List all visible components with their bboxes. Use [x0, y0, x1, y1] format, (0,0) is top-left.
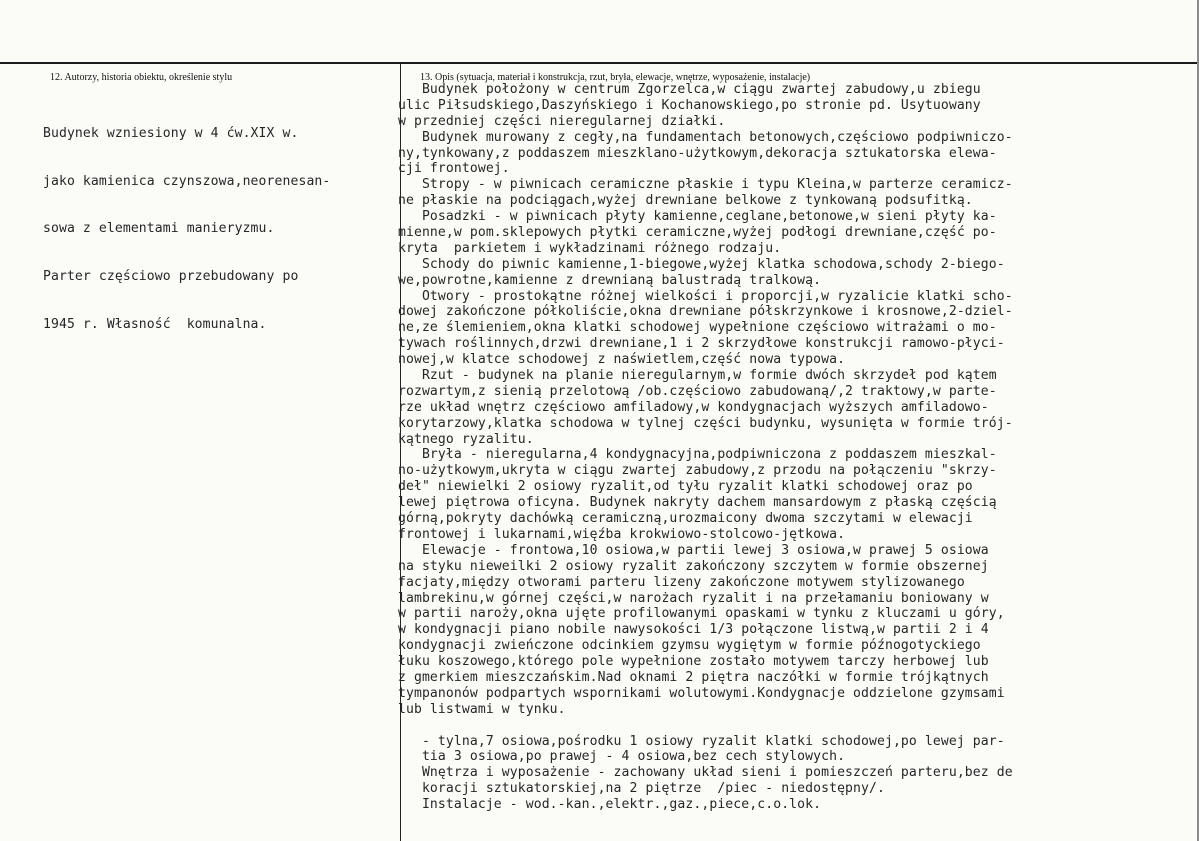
text-line: Stropy - w piwnicach ceramiczne płaskie i typu Kleina,w parterze ceramicz-	[398, 177, 1013, 193]
text-line: cji frontowej.	[398, 161, 510, 177]
text-line: deł" niewielki 2 osiowy ryzalit,od tyłu ryzalit klatki schodowej oraz po	[398, 479, 973, 495]
text-line: Wnętrza i wyposażenie - zachowany układ sieni i pomieszczeń parteru,bez de	[398, 765, 1013, 781]
text-line: tia 3 osiowa,po prawej - 4 osiowa,bez cech stylowych.	[398, 749, 846, 765]
text-line: sowa z elementami manieryzmu.	[43, 221, 275, 237]
text-line: lambrekinu,w górnej części,w narożach ryzalit i na przełamaniu boniowany w	[398, 590, 989, 606]
text-line: kryta parkietem i wykładzinami różnego rodzaju.	[398, 240, 782, 256]
text-line: Parter częściowo przebudowany po	[43, 268, 299, 284]
text-line: górną,pokryty dachówką ceramiczną,urozmaicony dwoma szczytami w elewacji	[398, 511, 973, 527]
text-line: lub listwami w tynku.	[398, 701, 566, 717]
text-line: Bryła - nieregularna,4 kondygnacyjna,podpiwniczona z poddaszem mieszkal-	[398, 447, 997, 463]
text-line: Instalacje - wod.-kan.,elektr.,gaz.,piece,c.o.lok.	[398, 797, 822, 813]
section-12-heading: 12. Autorzy, historia obiektu, określenie stylu	[50, 72, 233, 83]
section-13-text	[398, 82, 1013, 813]
text-line: 1945 r. Własność komunalna.	[43, 316, 267, 332]
text-line: Schody do piwnic kamienne,1-biegowe,wyżej klatka schodowa,schody 2-biego-	[398, 256, 1005, 272]
text-line: jako kamienica czynszowa,neorenesan-	[43, 173, 331, 189]
text-line: tywach roślinnych,drzwi drewniane,1 i 2 skrzydłowe konstrukcji ramowo-płyci-	[398, 336, 1005, 352]
text-line: we,powrotne,kamienne z drewnianą balustradą tralkową.	[398, 272, 822, 288]
text-line: w partii naroży,okna ujęte profilowanymi opaskami w tynku z kluczami u góry,	[398, 606, 1005, 622]
text-line: kątnego ryzalitu.	[398, 431, 534, 447]
text-line: no-użytkowym,ukryta w ciągu zwartej zabudowy,z przodu na połączeniu "skrzy-	[398, 463, 997, 479]
text-line: koracji sztukatorskiej,na 2 piętrze /piec - niedostępny/.	[398, 781, 885, 797]
text-line: rze układ wnętrz częściowo amfiladowy,w kondygnacjach wyższych amfiladowo-	[398, 399, 989, 415]
text-line: lewej piętrowa oficyna. Budynek nakryty dachem mansardowym z płaską częścią	[398, 495, 997, 511]
text-line: Budynek położony w centrum Zgorzelca,w ciągu zwartej zabudowy,u zbiegu	[398, 82, 981, 97]
text-line: Budynek murowany z cegły,na fundamentach betonowych,częściowo podpiwniczo-	[398, 129, 1013, 145]
text-line: ne płaskie na podciągach,wyżej drewniane belkowe z tynkowaną podsufitką.	[398, 193, 973, 209]
text-line: ne,ze ślemieniem,okna klatki schodowej wypełnione częściowo witrażami o mo-	[398, 320, 997, 336]
text-line: frontowej i lukarnami,więźba krokwiowo-stolcowo-jętkowa.	[398, 526, 846, 542]
text-line: Elewacje - frontowa,10 osiowa,w partii lewej 3 osiowa,w prawej 5 osiowa	[398, 542, 989, 558]
text-line: Rzut - budynek na planie nieregularnym,w formie dwóch skrzydeł pod kątem	[398, 368, 997, 384]
text-line: Otwory - prostokątne różnej wielkości i proporcji,w ryzalicie klatki scho-	[398, 288, 1013, 304]
text-line: facjaty,między otworami parteru lizeny zakończone motywem stylizowanego	[398, 574, 965, 590]
text-line: ny,tynkowany,z poddaszem mieszklano-użytkowym,dekoracja sztukatorska elewa-	[398, 145, 997, 161]
text-line: korytarzowy,klatka schodowa w tylnej części budynku, wysunięta w formie trój-	[398, 415, 1013, 431]
text-line: dowej zakończone półkoliście,okna drewniane półskrzynkowe i krosnowe,2-dziel-	[398, 304, 1013, 320]
text-line: w przedniej części nieregularnej działki.	[398, 113, 726, 129]
text-line: kondygnacji zwieńczone odcinkiem gzymsu wygiętym w formie późnogotyckiego	[398, 638, 981, 654]
text-line: Posadzki - w piwnicach płyty kamienne,ceglane,betonowe,w sieni płyty ka-	[398, 209, 997, 225]
text-line: na styku nieweilki 2 osiowy ryzalit zakończony szczytem w formie obszernej	[398, 558, 989, 574]
text-line: łuku koszowego,którego pole wypełnione zostało motywem tarczy herbowej lub	[398, 654, 989, 670]
top-divider-line	[0, 62, 1199, 64]
text-line: tympanonów podpartych wspornikami wolutowymi.Kondygnacje oddzielone gzymsami	[398, 685, 1005, 701]
text-line	[398, 718, 1013, 734]
text-line: z gmerkiem mieszczańskim.Nad oknami 2 piętra naczółki w formie trójkątnych	[398, 669, 989, 685]
text-line: rozwartym,z sienią przelotową /ob.częściowo zabudowaną/,2 traktowy,w parte-	[398, 383, 997, 399]
text-line: w kondygnacji piano nobile nawysokości 1/3 połączone listwą,w partii 2 i 4	[398, 622, 989, 638]
text-line: Budynek wzniesiony w 4 ćw.XIX w.	[43, 125, 299, 141]
text-line: nowej,w klatce schodowej z naświetlem,część nowa typowa.	[398, 352, 846, 368]
section-13-heading: 13. Opis (sytuacja, materiał i konstrukcja, rzut, bryła, elewacje, wnętrze, wyposażenie, instalacje)	[420, 72, 811, 83]
text-line: - tylna,7 osiowa,pośrodku 1 osiowy ryzalit klatki schodowej,po lewej par-	[398, 733, 1005, 749]
section-12-text	[43, 94, 330, 364]
text-line: mienne,w pom.sklepowych płytki ceramiczne,wyżej podłogi drewniane,część po-	[398, 225, 997, 241]
text-line: ulic Piłsudskiego,Daszyńskiego i Kochanowskiego,po stronie pd. Usytuowany	[398, 97, 981, 113]
